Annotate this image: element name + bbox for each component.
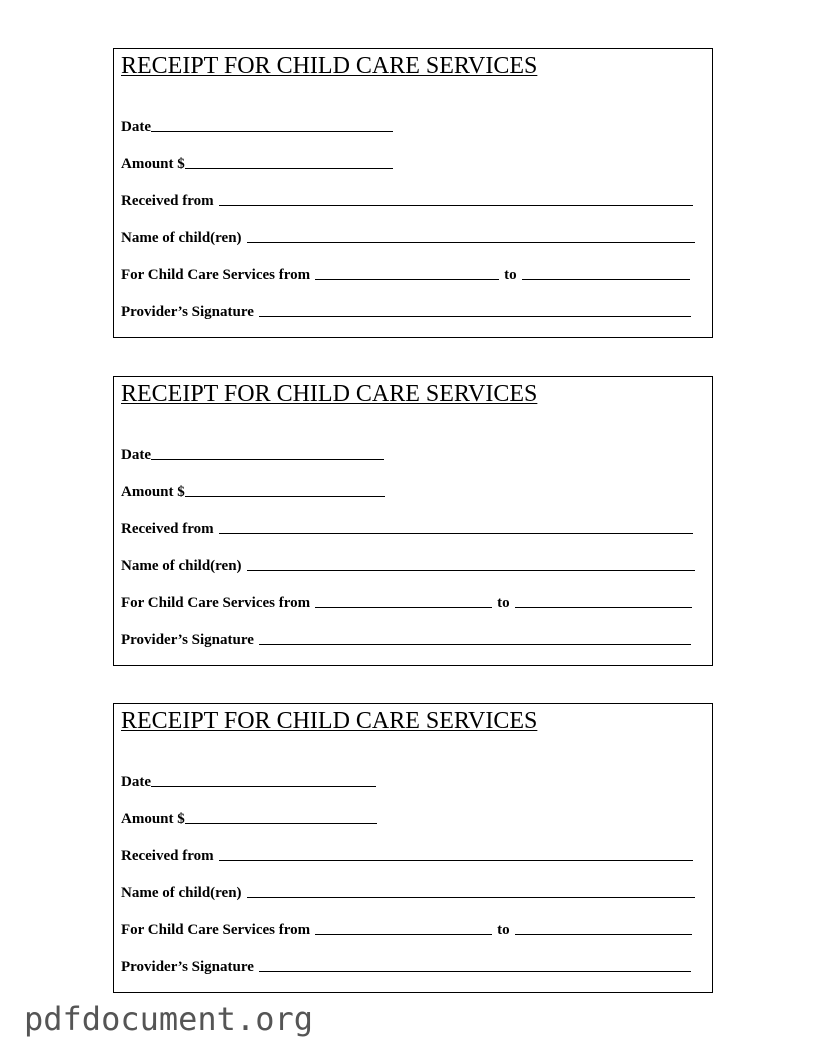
- services-to-field[interactable]: [522, 278, 690, 280]
- signature-label: Provider’s Signature: [121, 304, 254, 320]
- services-to-label: to: [497, 922, 510, 938]
- signature-label: Provider’s Signature: [121, 632, 254, 648]
- date-label: Date: [121, 119, 151, 135]
- received-from-row: [121, 517, 693, 537]
- services-to-label: to: [497, 595, 510, 611]
- date-label: Date: [121, 774, 151, 790]
- services-from-field[interactable]: [315, 606, 492, 608]
- received-from-label: Received from: [121, 193, 214, 209]
- children-name-row: [121, 554, 695, 574]
- amount-row: [121, 152, 393, 172]
- receipt-form-2: [113, 376, 713, 666]
- signature-row: [121, 300, 691, 320]
- watermark: pdfdocument.org: [24, 1000, 313, 1038]
- received-from-field[interactable]: [219, 859, 693, 861]
- children-name-field[interactable]: [247, 896, 695, 898]
- services-from-label: For Child Care Services from: [121, 267, 311, 283]
- amount-label: Amount $: [121, 811, 185, 827]
- amount-label: Amount $: [121, 156, 185, 172]
- children-name-field[interactable]: [247, 569, 695, 571]
- receipt-form-1: [113, 48, 713, 338]
- date-row: [121, 443, 384, 463]
- amount-row: [121, 807, 377, 827]
- date-label: Date: [121, 447, 151, 463]
- amount-row: [121, 480, 385, 500]
- amount-field[interactable]: [185, 495, 385, 497]
- children-name-row: [121, 881, 695, 901]
- date-row: [121, 115, 393, 135]
- date-field[interactable]: [151, 785, 376, 787]
- signature-field[interactable]: [259, 643, 691, 645]
- services-from-field[interactable]: [315, 933, 492, 935]
- receipt-title: RECEIPT FOR CHILD CARE SERVICES: [121, 708, 538, 734]
- children-name-label: Name of child(ren): [121, 558, 242, 574]
- received-from-label: Received from: [121, 848, 214, 864]
- received-from-label: Received from: [121, 521, 214, 537]
- children-name-label: Name of child(ren): [121, 230, 242, 246]
- children-name-field[interactable]: [247, 241, 695, 243]
- signature-label: Provider’s Signature: [121, 959, 254, 975]
- received-from-field[interactable]: [219, 204, 693, 206]
- children-name-label: Name of child(ren): [121, 885, 242, 901]
- services-from-label: For Child Care Services from: [121, 922, 311, 938]
- services-from-label: For Child Care Services from: [121, 595, 311, 611]
- children-name-row: [121, 226, 695, 246]
- services-period-row: [121, 263, 690, 283]
- received-from-row: [121, 844, 693, 864]
- services-period-row: [121, 591, 692, 611]
- amount-field[interactable]: [185, 822, 377, 824]
- services-to-label: to: [504, 267, 517, 283]
- receipt-title: RECEIPT FOR CHILD CARE SERVICES: [121, 381, 538, 407]
- services-to-field[interactable]: [515, 933, 692, 935]
- signature-field[interactable]: [259, 970, 691, 972]
- signature-field[interactable]: [259, 315, 691, 317]
- amount-field[interactable]: [185, 167, 393, 169]
- date-field[interactable]: [151, 130, 393, 132]
- services-period-row: [121, 918, 692, 938]
- receipt-form-3: [113, 703, 713, 993]
- services-from-field[interactable]: [315, 278, 499, 280]
- services-to-field[interactable]: [515, 606, 692, 608]
- signature-row: [121, 628, 691, 648]
- receipt-title: RECEIPT FOR CHILD CARE SERVICES: [121, 53, 538, 79]
- amount-label: Amount $: [121, 484, 185, 500]
- date-field[interactable]: [151, 458, 384, 460]
- signature-row: [121, 955, 691, 975]
- received-from-row: [121, 189, 693, 209]
- received-from-field[interactable]: [219, 532, 693, 534]
- date-row: [121, 770, 376, 790]
